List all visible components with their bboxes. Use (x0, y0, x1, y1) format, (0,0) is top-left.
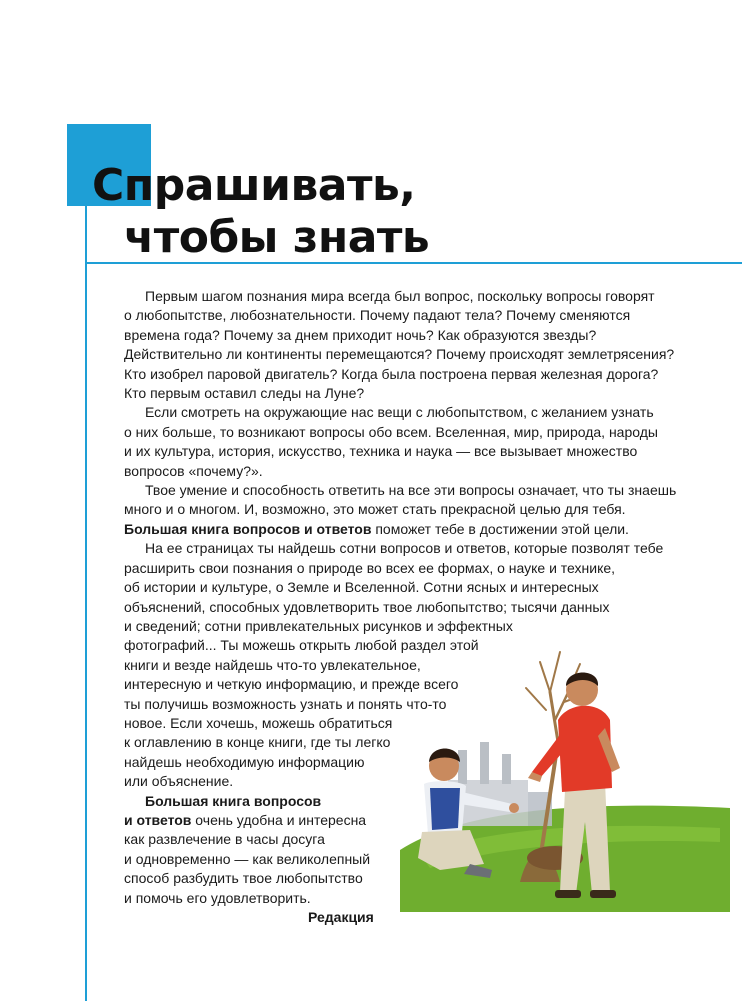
text-line: Большая книга вопросов (145, 792, 322, 809)
text-line: способ разбудить твое любопытство (124, 870, 363, 887)
tree-planting-illustration (400, 632, 730, 912)
signature: Редакция (308, 909, 374, 925)
text-line: Первым шагом познания мира всегда был вопрос, поскольку вопросы говорят (145, 288, 655, 304)
text-line: о любопытстве, любознательности. Почему падают тела? Почему сменяются (124, 307, 631, 324)
text-line: об истории и культуре, о Земле и Вселенной. Сотни ясных и интересных (124, 579, 599, 596)
page-title (92, 160, 429, 264)
text-line (124, 520, 689, 539)
title-line-1: Спрашивать, (92, 160, 416, 211)
text-line: интересную и четкую информацию, и прежде всего (124, 676, 459, 693)
text-line: к оглавлению в конце книги, где ты легко (124, 734, 391, 751)
text-line: вопросов «почему?». (124, 462, 263, 479)
text-line: и одновременно — как великолепный (124, 850, 371, 867)
text-line: много и о многом. И, возможно, это может стать прекрасной целью для тебя. (124, 501, 626, 518)
text-fragment: поможет тебе в достижении этой цели. (371, 520, 629, 537)
text-line: расширить свои познания о природе во всех ее формах, о науке и технике, (124, 559, 616, 576)
text-line: Твое умение и способность ответить на все эти вопросы означает, что ты знаешь (145, 482, 677, 499)
text-line: фотографий... Ты можешь открыть любой раздел этой (124, 637, 479, 654)
text-line: и сведений; сотни привлекательных рисунков и эффектных (124, 617, 513, 634)
text-line: Кто первым оставил следы на Луне? (124, 385, 365, 402)
text-line: и помочь его удовлетворить. (124, 889, 311, 906)
title-line-2: чтобы знать (124, 212, 430, 263)
text-line: времена года? Почему за днем приходит ночь? Как образуются звезды? (124, 326, 597, 343)
text-line: как развлечение в часы досуга (124, 831, 325, 848)
margin-rule (85, 206, 87, 1001)
text-fragment: очень удобна и интересна (191, 811, 367, 828)
text-line: найдешь необходимую информацию (124, 753, 365, 770)
text-line: ты получишь возможность узнать и понять что-то (124, 695, 447, 712)
text-line: или объяснение. (124, 773, 234, 790)
text-line: Если смотреть на окружающие нас вещи с любопытством, с желанием узнать (145, 404, 654, 421)
book-title-bold: и ответов (124, 811, 192, 828)
text-line: новое. Если хочешь, можешь обратиться (124, 714, 393, 731)
text-line: Кто изобрел паровой двигатель? Когда была построена первая железная дорога? (124, 365, 659, 382)
text-line: объяснений, способных удовлетворить твое любопытство; тысячи данных (124, 598, 610, 615)
text-line: о них больше, то возникают вопросы обо всем. Вселенная, мир, природа, народы (124, 423, 658, 440)
text-line: Действительно ли континенты перемещаются? Почему происходят землетрясения? (124, 346, 675, 363)
text-line: и их культура, история, искусство, техника и наука — все вызывает множество (124, 443, 638, 460)
text-line: На ее страницах ты найдешь сотни вопросов и ответов, которые позволят тебе (145, 540, 664, 557)
text-line: книги и везде найдешь что-то увлекательное, (124, 656, 421, 673)
book-title-bold: Большая книга вопросов и ответов (124, 520, 372, 537)
